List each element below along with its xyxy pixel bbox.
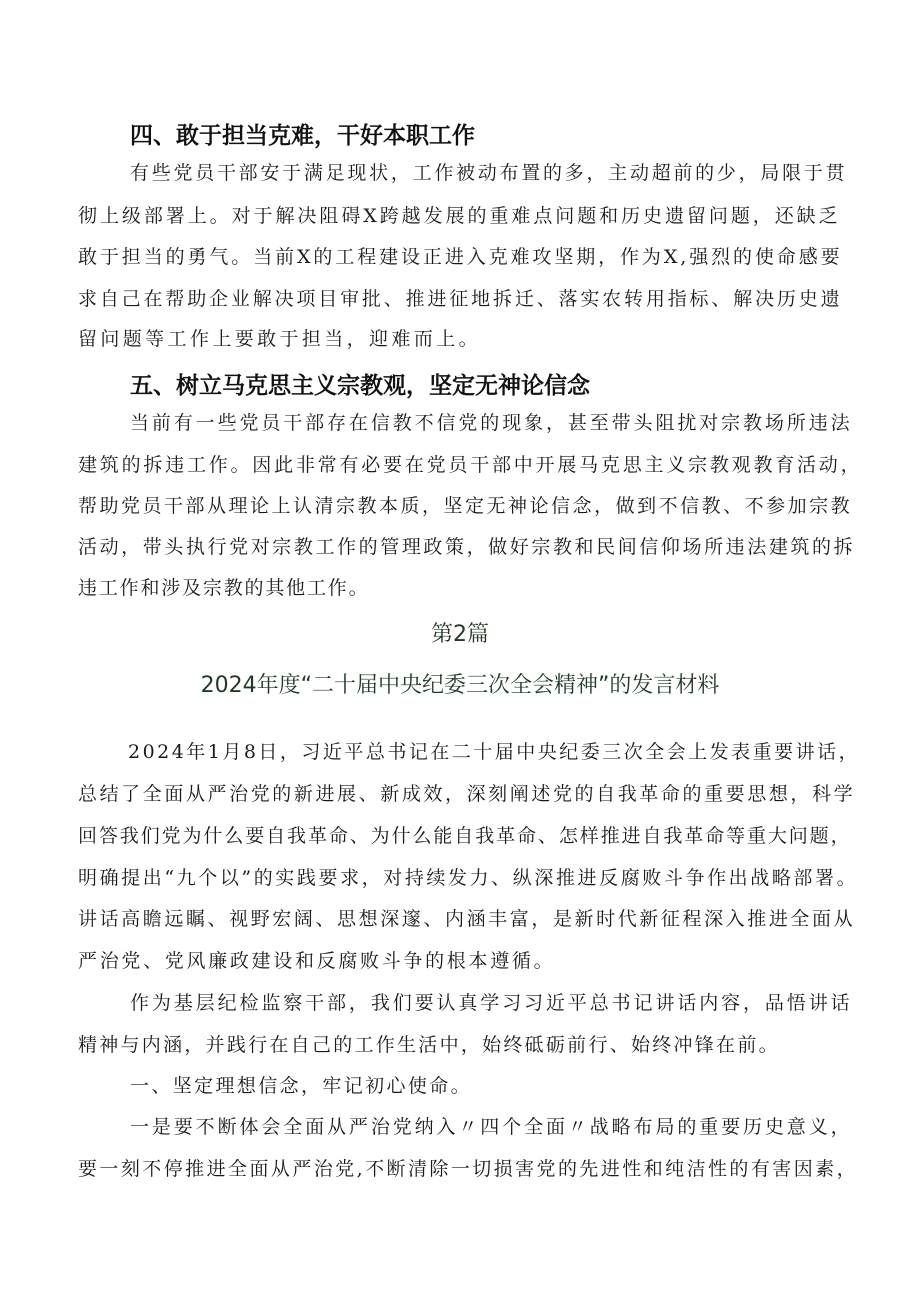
article-title: 2024年度“二十届中央纪委三次全会精神”的发言材料	[200, 673, 720, 698]
paragraph-line: 2024年1月8日，习近平总书记在二十届中央纪委三次全会上发表重要讲话，	[128, 741, 861, 763]
paragraph-line: 敢于担当的勇气。当前X的工程建设正进入克难攻坚期，作为X,强烈的使命感要	[78, 246, 843, 268]
paragraph-line: 当前有一些党员干部存在信教不信党的现象，甚至带头阻扰对宗教场所违法	[130, 412, 853, 434]
paragraph-line: 要一刻不停推进全面从严治党,不断清除一切损害党的先进性和纯洁性的有害因素，	[78, 1158, 859, 1180]
paragraph-line: 回答我们党为什么要自我革命、为什么能自我革命、怎样推进自我革命等重大问题，	[78, 825, 852, 847]
section-heading-4: 四、敢于担当克难，干好本职工作	[130, 123, 475, 149]
paragraph-line: 明确提出“九个以”的实践要求，对持续发力、纵深推进反腐败斗争作出战略部署。	[78, 867, 859, 889]
paragraph-line: 精神与内涵，并践行在自己的工作生活中，始终砥砺前行、始终冲锋在前。	[78, 1034, 780, 1056]
paragraph-line: 活动，带头执行党对宗教工作的管理政策，做好宗教和民间信仰场所违法建筑的拆	[78, 536, 856, 558]
paragraph-line: 严治党、党风廉政建设和反腐败斗争的根本遵循。	[78, 950, 556, 972]
paragraph-line: 一是要不断体会全面从严治党纳入〃四个全面〃战略布局的重要历史意义，	[130, 1116, 853, 1138]
article-number: 第2篇	[431, 622, 489, 647]
paragraph-line: 留问题等工作上要敢于担当，迎难而上。	[78, 328, 481, 350]
paragraph-line: 彻上级部署上。对于解决阻碍X跨越发展的重难点问题和历史遗留问题，还缺乏	[78, 205, 841, 227]
paragraph-line: 有些党员干部安于满足现状，工作被动布置的多，主动超前的少，局限于贯	[130, 162, 848, 184]
paragraph-line: 总结了全面从严治党的新进展、新成效，深刻阐述党的自我革命的重要思想，科学	[78, 783, 856, 805]
paragraph-line: 求自己在帮助企业解决项目审批、推进征地拆迁、落实农转用指标、解决历史遗	[78, 288, 843, 310]
section-heading-5: 五、树立马克思主义宗教观，坚定无神论信念	[130, 373, 590, 399]
paragraph-line: 违工作和涉及宗教的其他工作。	[78, 577, 370, 599]
paragraph-line: 作为基层纪检监察干部，我们要认真学习习近平总书记讲话内容，品悟讲话	[130, 992, 853, 1014]
section-point: 一、坚定理想信念，牢记初心使命。	[130, 1075, 472, 1097]
paragraph-line: 建筑的拆违工作。因此非常有必要在党员干部中开展马克思主义宗教观教育活动，	[78, 454, 863, 476]
paragraph-line: 帮助党员干部从理论上认清宗教本质，坚定无神论信念，做到不信教、不参加宗教	[78, 495, 853, 517]
paragraph-line: 讲话高瞻远瞩、视野宏阔、思想深邃、内涵丰富，是新时代新征程深入推进全面从	[78, 908, 856, 930]
